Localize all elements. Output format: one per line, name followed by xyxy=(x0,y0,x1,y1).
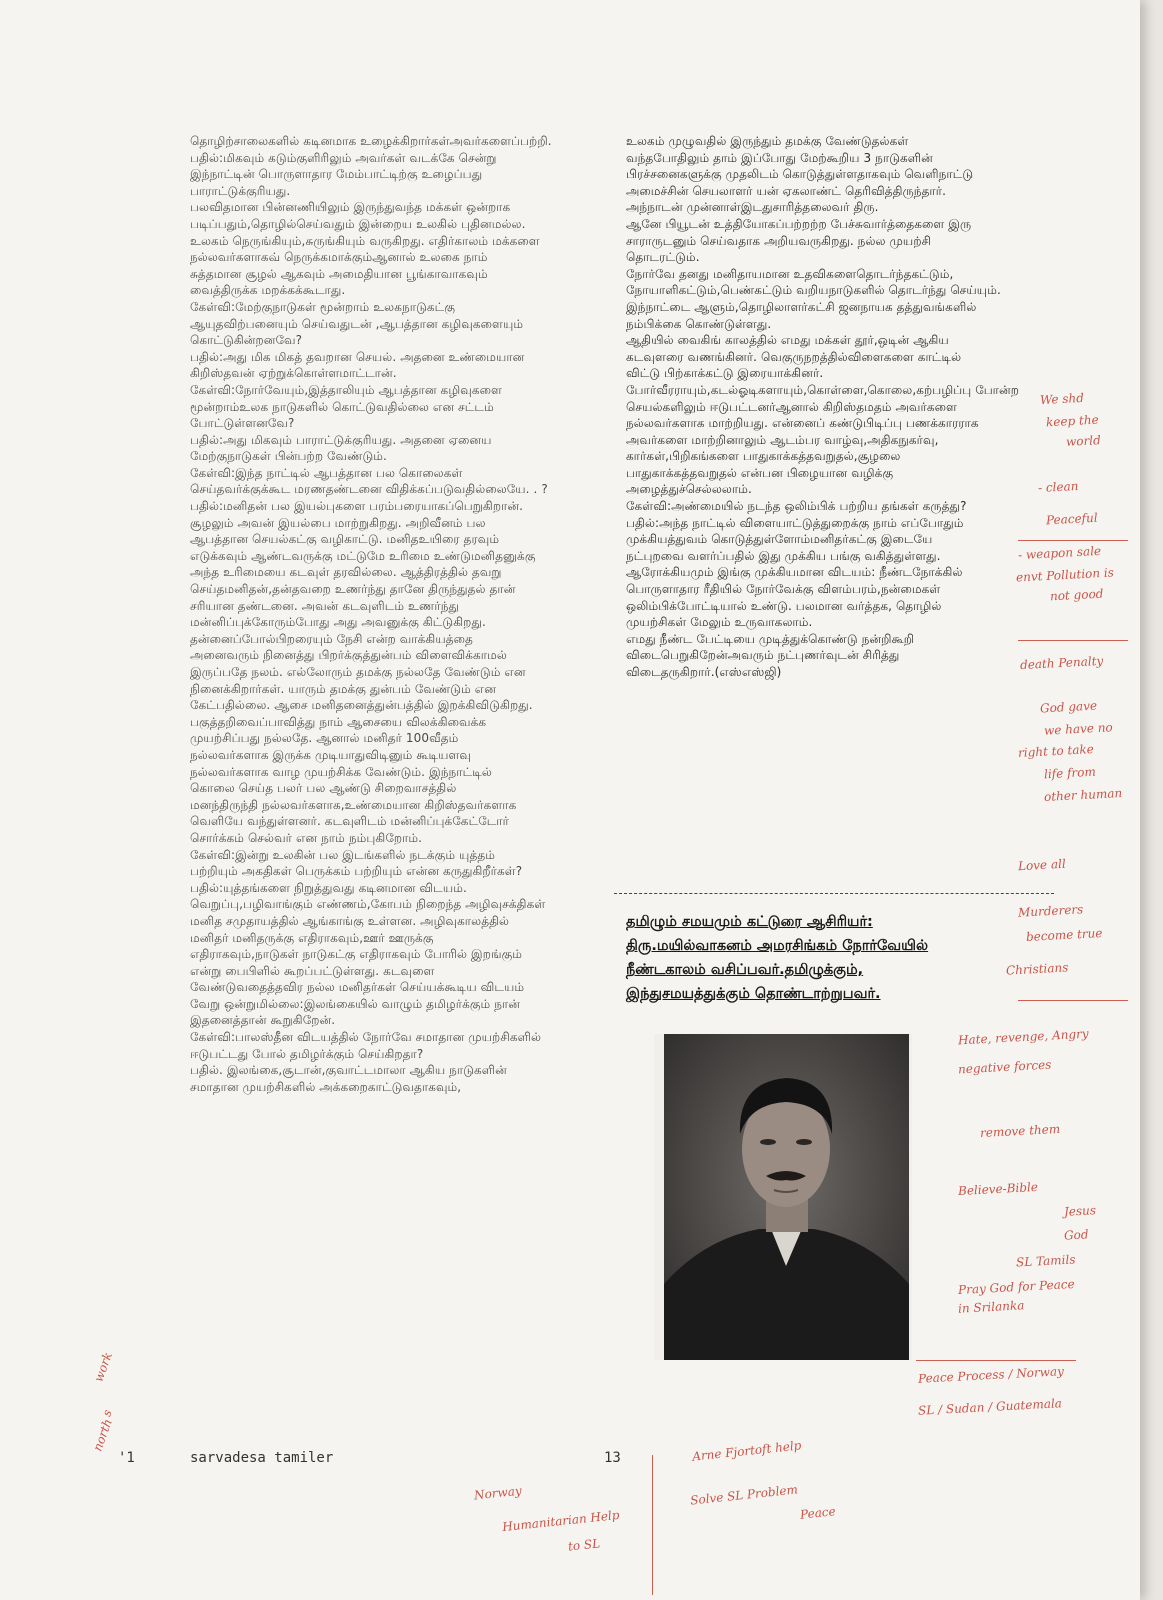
handwritten-note: life from xyxy=(1043,764,1097,782)
article-line: வைத்திருக்க மறக்கக்கூடாது. xyxy=(190,283,346,298)
article-line: சமாதான முயற்சிகளில் அக்கறைகாட்டுவதாகவும், xyxy=(190,1079,462,1094)
article-line: செய்தவர்க்குக்கூட மரணதண்டனை விதிக்கப்படுவதில்லையே. . ? xyxy=(190,482,548,497)
handwritten-note: - weapon sale xyxy=(1017,543,1102,563)
article-line: கேட்பதில்லை. ஆசை மனிதனைத்துன்பத்தில் இறக்கிவிடுகிறது. xyxy=(190,698,533,713)
credit-line: இந்துசமயத்துக்கும் தொண்டாற்றுபவர். xyxy=(626,986,881,1002)
handwritten-note: Peace Process / Norway xyxy=(917,1364,1065,1386)
credit-line: தமிழும் சமயமும் கட்டுரை ஆசிரியர்: xyxy=(626,914,873,930)
article-line: ஆரோக்கியமும் இங்கு முக்கியமான விடயம்: நீண்டநோக்கில் xyxy=(626,565,963,580)
article-line: கேள்வி:மேற்குநாடுகள் மூன்றாம் உலகநாடுகட்கு xyxy=(190,299,456,314)
article-line: கேள்வி:நோர்வேயும்,இத்தாலியும் ஆபத்தான கழிவுகளை xyxy=(190,382,502,397)
article-line: எடுக்கவும் ஆண்டவருக்கு மட்டுமே உரிமை உண்டுமனிதனுக்கு xyxy=(190,548,536,563)
article-line: பதில்:மிகவும் கடும்குளிரிலும் அவர்கள் வடக்கே சென்று xyxy=(190,150,497,165)
article-line: விடைதருகிறார்.(எஸ்எஸ்ஜி) xyxy=(626,665,782,679)
handwritten-note: other human xyxy=(1043,785,1123,805)
article-line: பதில்:அந்த நாட்டில் விளையாட்டுத்துறைக்கு நாம் எப்போதும் xyxy=(626,515,964,530)
annotation-line xyxy=(1018,540,1128,541)
handwritten-note: work xyxy=(91,1350,116,1384)
article-line: நல்லவர்களாகவ் நெருக்கமாக்கும்ஆனால் உலகை நாம் xyxy=(190,250,488,265)
footer-publication: sarvadesa tamiler xyxy=(190,1450,334,1466)
article-line: பொருளாதார ரீதியில் நோர்வேக்கு விளம்பரம்,நன்மைகள் xyxy=(626,582,941,597)
article-line: கேள்வி:இன்று உலகின் பல இடங்களில் நடக்கும் யுத்தம் xyxy=(190,847,496,862)
handwritten-note: negative forces xyxy=(957,1057,1052,1077)
article-line: பதில்:யுத்தங்களை நிறுத்துவது கடினமான விடயம். xyxy=(190,880,467,895)
article-line: சாராருடனும் செய்வதாக அறியவருகிறது. நல்ல முயற்சி xyxy=(626,233,932,248)
handwritten-note: Jesus xyxy=(1063,1203,1097,1219)
portrait-image xyxy=(664,1034,909,1360)
handwritten-note: SL Tamils xyxy=(1015,1252,1076,1270)
article-line: நினைக்கிறார்கள். யாரும் தமக்கு துன்பம் வேண்டும் என xyxy=(190,681,496,696)
article-line: கேள்வி:அண்மையில் நடந்த ஒலிம்பிக் பற்றிய தங்கள் கருத்து? xyxy=(626,499,967,514)
article-line: முக்கியத்துவம் கொடுத்துள்ளோம்மனிதர்கட்கு இடையே xyxy=(626,532,933,547)
article-line: அமைச்சின் செயலாளர் யன் ஏகலாண்ட் தெரிவித்திருந்தார். xyxy=(626,183,947,198)
article-line: பற்றியும் அகதிகள் பெருக்கம் பற்றியும் என்ன கருதுகிறீர்கள்? xyxy=(190,864,523,879)
credit-line: நீண்டகாலம் வசிப்பவர்.தமிழுக்கும், xyxy=(626,962,864,978)
handwritten-note: We shd xyxy=(1039,390,1085,408)
article-line: பதில்:அது மிகவும் பாராட்டுக்குரியது. அதனை ஏனைய xyxy=(190,432,492,447)
article-line: பதில்:அது மிக மிகத் தவறான செயல். அதனை உண்மையான xyxy=(190,349,525,364)
article-line: இருப்பதே நலம். எல்லோரும் தமக்கு நல்லதே வேண்டும் என xyxy=(190,665,526,679)
article-line: மூன்றாம்உலக நாடுகளில் கொட்டுவதில்லை என சட்டம் xyxy=(190,399,494,414)
article-line: முயற்சிப்பது நல்லதே. ஆனால் மனிதர் 100வீதம் xyxy=(190,731,459,746)
article-line: அந்நாடன் முன்னாள்இடதுசாரித்தலைவர் திரு. xyxy=(626,200,879,215)
annotation-line xyxy=(916,1360,1076,1361)
article-line: கார்கள்,பிறிகங்களை பாதுகாக்கத்தவறுதல்,சூழலை xyxy=(626,449,901,464)
handwritten-note: Solve SL Problem xyxy=(689,1482,799,1508)
article-line: எமது நீண்ட பேட்டியை முடித்துக்கொண்டு நன்றிகூறி xyxy=(626,631,915,646)
article-line: இந்நாட்டின் பொருளாதார மேம்பாட்டிற்கு உழைப்பது xyxy=(190,167,483,182)
article-line: செயல்களிலும் ஈடுபட்டனர்ஆனால் கிறிஸ்தமதம் அவர்களை xyxy=(626,399,957,414)
handwritten-note: Peace xyxy=(799,1504,837,1522)
handwritten-note: Peaceful xyxy=(1045,510,1098,528)
article-line: நல்லவர்களாக மாற்றியது. என்னைப் கண்டுபிடிப்பு பணக்காரராக xyxy=(626,416,979,431)
handwritten-note: s xyxy=(99,1407,115,1419)
article-line: இதனைத்தான் கூறுகிறேன். xyxy=(190,1013,336,1028)
handwritten-note: remove them xyxy=(979,1121,1061,1141)
article-line: ஆனே பியூடன் உத்தியோகப்பற்றற்ற பேச்சுவார்த்தைகளை இரு xyxy=(626,216,972,231)
article-right-column xyxy=(626,133,1036,681)
handwritten-note: Arne Fjortoft help xyxy=(691,1438,802,1464)
article-line: மன்னிப்புக்கோரும்போது அது அவனுக்கு கிட்டுகிறது. xyxy=(190,615,486,630)
article-line: எதிராகவும்,நாடுகள் நாடுகட்கு எதிராகவும் போரில் இறங்கும் xyxy=(190,947,523,962)
handwritten-note: become true xyxy=(1025,926,1103,944)
article-left-column xyxy=(190,133,608,1095)
article-line: பிரச்சனைகளுக்கு முதலிடம் கொடுத்துள்ளதாகவும் வெளிநாட்டு xyxy=(626,167,974,182)
article-line: வெளியே வந்துள்ளனர். கடவுளிடம் மன்னிப்புக்கேட்டோர் xyxy=(190,814,510,829)
portrait-photo xyxy=(664,1034,909,1360)
article-line: நல்லவர்களாக இருக்க முடியாதுவிடினும் கூடியளவு xyxy=(190,747,472,762)
handwritten-note: world xyxy=(1065,433,1102,449)
article-line: தொடரட்டும். xyxy=(626,250,700,265)
author-photo xyxy=(654,1034,912,1360)
handwritten-note: right to take xyxy=(1017,742,1095,760)
handwritten-note: to SL xyxy=(567,1536,601,1554)
article-line: சுத்தமான சூழல் ஆகவும் அமைதியான பூங்காவாகவும் xyxy=(190,266,488,281)
article-line: உலகம் முழுவதில் இருந்தும் தமக்கு வேண்டுதல்கள் xyxy=(626,134,909,148)
article-line: ஒலிம்பிக்போட்டியால் உண்டு. பலமான வர்த்தக, தொழில் xyxy=(626,598,942,613)
article-line: சொர்க்கம் செல்வர் என நாம் நம்புகிறோம். xyxy=(190,830,423,845)
handwritten-note: SL / Sudan / Guatemala xyxy=(917,1396,1063,1418)
article-line: மேற்குநாடுகள் பின்பற்ற வேண்டும். xyxy=(190,449,387,464)
handwritten-note: keep the xyxy=(1045,412,1099,430)
article-line: அனைவரும் நினைத்து பிறர்க்குத்துன்பம் விளைவிக்காமல் xyxy=(190,648,507,663)
article-line: கடவுளரை வணங்கினர். வெகுருநறத்தில்விளைகளை காட்டில் xyxy=(626,349,962,364)
article-line: ஆபத்தான செயல்கட்கு வழிகாட்டு. மனிதஉயிரை தரவும் xyxy=(190,532,500,547)
article-line: தொழிற்சாலைகளில் கடினமாக உழைக்கிறார்கள்அவர்களைப்பற்றி. xyxy=(190,134,552,148)
article-line: நோர்வே தனது மனிதாயமான உதவிகளைதொடர்ந்தகட்டும், xyxy=(626,266,954,281)
handwritten-note: envt Pollution is xyxy=(1015,565,1115,585)
article-line: கிறிஸ்தவன் ஏற்றுக்கொள்ளமாட்டான். xyxy=(190,366,397,381)
article-line: பதில். இலங்கை,சூடான்,குவாட்டமாலா ஆகிய நாடுகளின் xyxy=(190,1063,507,1078)
article-line: கேள்வி:இந்த நாட்டில் ஆபத்தான பல கொலைகள் xyxy=(190,465,463,480)
footer-page-number: 13 xyxy=(604,1450,621,1466)
article-line: விட்டு பிற்காக்கட்டு இரையாக்கினர். xyxy=(626,366,824,381)
article-line: மனந்திருந்தி நல்லவர்களாக,உண்மையான கிறிஸ்தவர்களாக xyxy=(190,797,517,812)
article-line: படிப்பதும்,தொழில்செய்வதும் இன்றைய உலகில் புதினமல்ல. xyxy=(190,216,526,231)
article-line: அவர்களை மாற்றினாலும் ஆடம்பர வாழ்வு,அதிகநுகர்வு, xyxy=(626,432,939,447)
handwritten-note: north xyxy=(90,1416,115,1454)
article-line: கொட்டுகின்றனவே? xyxy=(190,333,303,348)
handwritten-note: not good xyxy=(1049,586,1104,604)
article-line: பலவிதமான பின்னணியிலும் இருந்துவந்த மக்கள் ஒன்றாக xyxy=(190,200,511,215)
annotation-line xyxy=(1018,640,1128,641)
handwritten-note: death Penalty xyxy=(1019,653,1104,673)
handwritten-note: Believe-Bible xyxy=(957,1179,1039,1199)
section-divider xyxy=(614,893,1054,894)
article-line: பாராட்டுக்குரியது. xyxy=(190,183,291,198)
handwritten-note: in Srilanka xyxy=(957,1298,1025,1316)
article-line: ஆயுதவிற்பனையும் செய்வதுடன் ,ஆபத்தான கழிவுகளையும் xyxy=(190,316,524,331)
annotation-line xyxy=(1018,1000,1128,1001)
article-line: ஆதியில் வைகிங் காலத்தில் எமது மக்கள் தூர்,ஒடின் ஆகிய xyxy=(626,333,949,348)
article-line: வந்தபோதிலும் தாம் இப்போது மேற்கூறிய 3 நாடுகளின் xyxy=(626,150,933,165)
article-line: போட்டுள்ளனவே? xyxy=(190,416,295,431)
article-line: சரியான தண்டனை. அவன் கடவுளிடம் உணர்ந்து xyxy=(190,598,460,613)
handwritten-note: Humanitarian Help xyxy=(501,1507,621,1535)
credit-line: திரு.மயில்வாகனம் அமரசிங்கம் நோர்வேயில் xyxy=(626,938,929,954)
handwritten-note: Christians xyxy=(1005,960,1069,978)
article-line: அழைத்துச்செல்லலாம். xyxy=(626,482,752,497)
author-credit xyxy=(626,910,986,1006)
article-line: உலகம் நெருங்கியும்,சுருங்கியும் வருகிறது. எதிர்காலம் மக்களை xyxy=(190,233,540,248)
article-line: போர்வீரராயும்,கடல்ஓடிகளாயும்,கொள்ளை,கொலை,கற்பழிப்பு போன்ற xyxy=(626,382,1020,397)
article-line: வேண்டுவதைத்தவிர நல்ல மனிதர்கள் செய்யக்கூடிய விடயம் xyxy=(190,980,525,995)
handwritten-note: Hate, revenge, Angry xyxy=(957,1026,1089,1048)
handwritten-note: - clean xyxy=(1037,478,1079,496)
handwritten-note: Norway xyxy=(473,1483,523,1503)
handwritten-note: we have no xyxy=(1043,720,1114,738)
article-line: மனித சமுதாயத்தில் ஆங்காங்கு உள்ளன. அழிவுகாலத்தில் xyxy=(190,913,510,928)
article-line: கேள்வி:பாலஸ்தீன விடயத்தில் நோர்வே சமாதான முயற்சிகளில் xyxy=(190,1030,542,1045)
article-line: வெறுப்பு,பழிவாங்கும் எண்ணம்,கோபம் நிறைந்த அழிவுசக்திகள் xyxy=(190,897,546,912)
handwritten-note: Pray God for Peace xyxy=(957,1276,1075,1298)
article-line: என்று பைபிளில் கூறப்பட்டுள்ளது. கடவுளை xyxy=(190,963,435,978)
footer-mark: '1 xyxy=(118,1450,135,1466)
article-line: தன்னைப்போல்பிறரையும் நேசி என்ற வாக்கியத்தை xyxy=(190,631,473,646)
article-line: செய்தமனிதன்,தன்தவறை உணர்ந்து தானே திருந்துதல் தான் xyxy=(190,582,516,597)
handwritten-note: God xyxy=(1063,1227,1089,1243)
article-line: விடைபெறுகிறேன்அவரும் நட்புணர்வுடன் சிரித்து xyxy=(626,648,900,663)
article-line: பகுத்தறிவைப்பாவித்து நாம் ஆசையை விலக்கிவைக்க xyxy=(190,714,487,729)
article-line: இந்நாட்டை ஆளும்,தொழிலாளர்கட்சி ஜனநாயக தத்துவங்களில் xyxy=(626,299,977,314)
article-line: அந்த உரிமையை கடவுள் தரவில்லை. ஆத்திரத்தில் தவறு xyxy=(190,565,502,580)
article-line: நோயாளிகட்டும்,பெண்கட்டும் வறியநாடுகளில் தொடர்ந்து செய்யும். xyxy=(626,283,1001,298)
handwritten-note: Murderers xyxy=(1017,902,1084,920)
article-line: நல்லவர்களாக வாழ முயற்சிக்க வேண்டும். இந்நாட்டில் xyxy=(190,764,492,779)
article-line: பதில்:மனிதன் பல இயல்புகளை பரம்பரையாகப்பெறுகிறான். xyxy=(190,499,524,514)
article-line: ஈடுபட்டது போல் தமிழர்க்கும் செய்கிறதா? xyxy=(190,1046,424,1061)
handwritten-note: Love all xyxy=(1017,856,1067,874)
article-line: சூழலும் அவன் இயல்பை மாற்றுகிறது. அறிவீனம் பல xyxy=(190,515,486,530)
article-line: முயற்சிகள் மேலும் உருவாகலாம். xyxy=(626,615,813,630)
article-line: பாதுகாக்கத்தவறுதல் என்பன பிழையான வழிக்கு xyxy=(626,465,894,480)
article-line: கொலை செய்த பலர் பல ஆண்டு சிறைவாசத்தில் xyxy=(190,781,457,796)
article-line: நட்புறவை வளர்ப்பதில் இது முக்கிய பங்கு வகித்துள்ளது. xyxy=(626,548,941,563)
article-line: மனிதர் மனிதருக்கு எதிராகவும்,ஊர் ஊருக்கு xyxy=(190,930,434,945)
annotation-line xyxy=(652,1455,653,1595)
article-line: நம்பிக்கை கொண்டுள்ளது. xyxy=(626,316,772,331)
article-line: வேறு ஒன்றுமில்லை:இலங்கையில் வாழும் தமிழர்க்கும் நான் xyxy=(190,996,521,1011)
handwritten-note: God gave xyxy=(1039,698,1098,716)
